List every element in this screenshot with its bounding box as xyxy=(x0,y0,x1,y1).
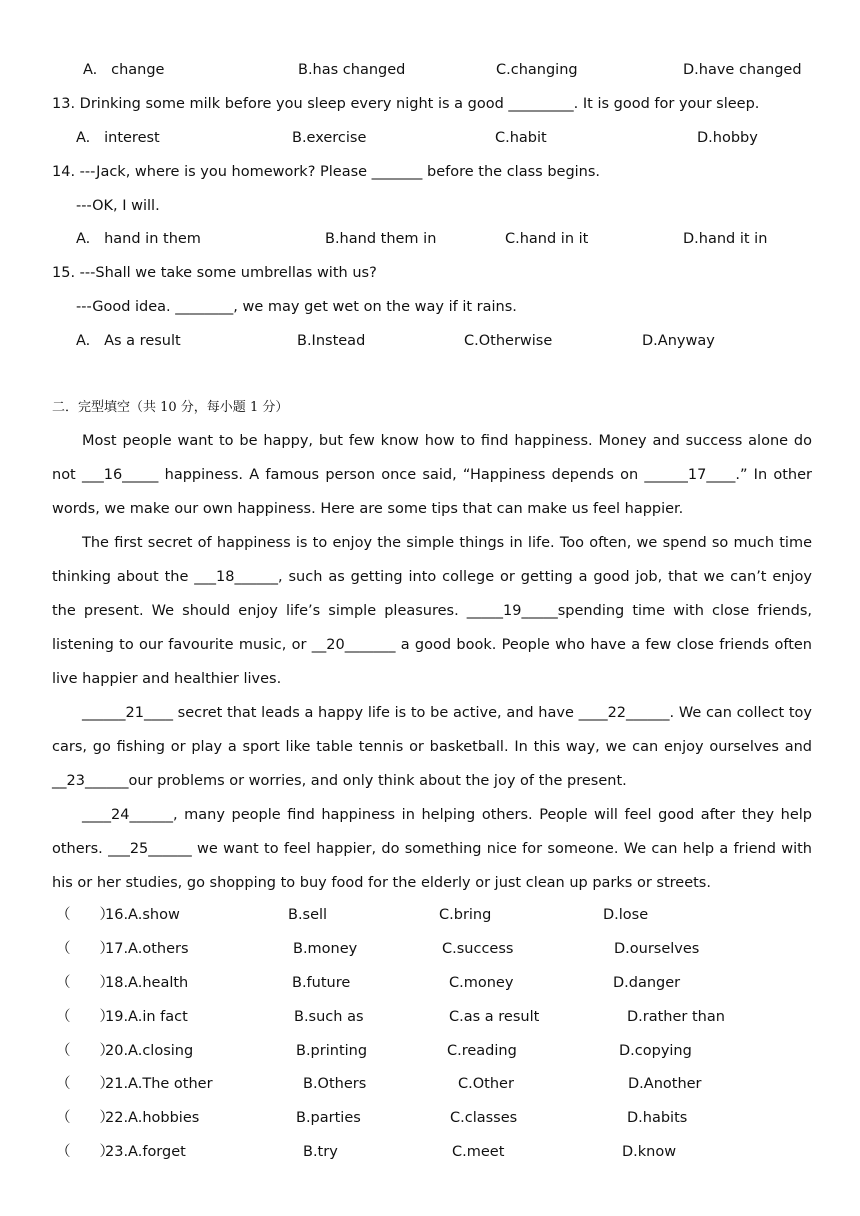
answer-paren[interactable]: （ ） xyxy=(56,1043,114,1059)
passage-paragraph-3: ______21____ secret that leads a happy life is to be active, and have ____22______. We can collect toy cars, go fishing or play a sport like table tennis or basketball. In this way, we can enjoy ourselves and __23______our problems or worries, and only think about the joy of the present. xyxy=(52,705,812,789)
passage-paragraph-1: Most people want to be happy, but few know how to find happiness. Money and success alone do not ___16_____ happiness. A famous person once said, “Happiness depends on ______17____.” In other words, we make our own happiness. Here are some tips that can make us feel happier. xyxy=(52,433,812,517)
option-b: B.such as xyxy=(294,1009,364,1025)
option-d: D.danger xyxy=(613,975,681,991)
option-b: B.printing xyxy=(296,1043,368,1059)
option-c: C.meet xyxy=(452,1144,505,1160)
option-b: B.parties xyxy=(296,1110,361,1126)
q14-option-d: D.hand it in xyxy=(683,231,768,247)
cloze-passage xyxy=(52,424,812,900)
option-d: D.lose xyxy=(603,907,649,923)
option-b: B.money xyxy=(293,941,358,957)
option-b: B.sell xyxy=(288,907,328,923)
option-c: C.Other xyxy=(458,1076,514,1092)
q12-option-a: A. change xyxy=(83,62,165,78)
answer-paren[interactable]: （ ） xyxy=(56,1110,114,1126)
passage-paragraph-4: ____24______, many people find happiness in helping others. People will feel good after they help others. ___25______ we want to feel happier, do something nice for someone. We can help a friend with his or her studies, go shopping to buy food for the elderly or just clean up parks or streets. xyxy=(52,807,812,891)
q13-option-d: D.hobby xyxy=(697,130,758,146)
option-a: 18.A.health xyxy=(105,975,189,991)
option-d: D.copying xyxy=(619,1043,692,1059)
option-b: B.Others xyxy=(303,1076,367,1092)
q13-option-a: A. interest xyxy=(76,130,160,146)
q15-reply: ---Good idea. ________, we may get wet on the way if it rains. xyxy=(76,299,517,315)
option-c: C.bring xyxy=(439,907,492,923)
option-d: D.Another xyxy=(628,1076,702,1092)
answer-paren[interactable]: （ ） xyxy=(56,907,114,923)
answer-paren[interactable]: （ ） xyxy=(56,1076,114,1092)
q15-option-c: C.Otherwise xyxy=(464,333,553,349)
answer-paren[interactable]: （ ） xyxy=(56,975,114,991)
option-c: C.reading xyxy=(447,1043,517,1059)
q15-stem: 15. ---Shall we take some umbrellas with us? xyxy=(52,265,377,281)
q14-option-a: A. hand in them xyxy=(76,231,201,247)
option-a: 23.A.forget xyxy=(105,1144,186,1160)
option-d: D.rather than xyxy=(627,1009,725,1025)
q13-stem: 13. Drinking some milk before you sleep every night is a good _________. It is good for your sleep. xyxy=(52,96,760,112)
q12-option-b: B.has changed xyxy=(298,62,406,78)
answer-paren[interactable]: （ ） xyxy=(56,941,114,957)
option-c: C.classes xyxy=(450,1110,518,1126)
option-a: 20.A.closing xyxy=(105,1043,194,1059)
q14-option-c: C.hand in it xyxy=(505,231,589,247)
option-a: 21.A.The other xyxy=(105,1076,213,1092)
option-c: C.as a result xyxy=(449,1009,540,1025)
section-2-title: 二．完型填空（共 10 分，每小题 1 分） xyxy=(52,400,289,415)
q15-option-d: D.Anyway xyxy=(642,333,715,349)
q14-stem: 14. ---Jack, where is you homework? Please _______ before the class begins. xyxy=(52,164,601,180)
option-b: B.future xyxy=(292,975,351,991)
q12-option-c: C.changing xyxy=(496,62,578,78)
option-a: 17.A.others xyxy=(105,941,189,957)
q15-option-b: B.Instead xyxy=(297,333,366,349)
option-a: 19.A.in fact xyxy=(105,1009,188,1025)
option-b: B.try xyxy=(303,1144,338,1160)
option-c: C.money xyxy=(449,975,514,991)
passage-paragraph-2: The first secret of happiness is to enjoy the simple things in life. Too often, we spend so much time thinking about the ___18______, such as getting into college or getting a good job, that we can’t enjoy the present. We should enjoy life’s simple pleasures. _____19_____spending time with close friends, listening to our favourite music, or __20_______ a good book. People who have a few close friends often live happier and healthier lives. xyxy=(52,535,812,687)
answer-paren[interactable]: （ ） xyxy=(56,1144,114,1160)
q13-option-c: C.habit xyxy=(495,130,547,146)
q13-option-b: B.exercise xyxy=(292,130,367,146)
option-d: D.habits xyxy=(627,1110,688,1126)
q14-reply: ---OK, I will. xyxy=(76,198,160,214)
option-a: 22.A.hobbies xyxy=(105,1110,200,1126)
answer-paren[interactable]: （ ） xyxy=(56,1009,114,1025)
q15-option-a: A. As a result xyxy=(76,333,181,349)
option-c: C.success xyxy=(442,941,514,957)
option-d: D.ourselves xyxy=(614,941,700,957)
option-a: 16.A.show xyxy=(105,907,180,923)
q12-option-d: D.have changed xyxy=(683,62,802,78)
option-d: D.know xyxy=(622,1144,677,1160)
q14-option-b: B.hand them in xyxy=(325,231,437,247)
